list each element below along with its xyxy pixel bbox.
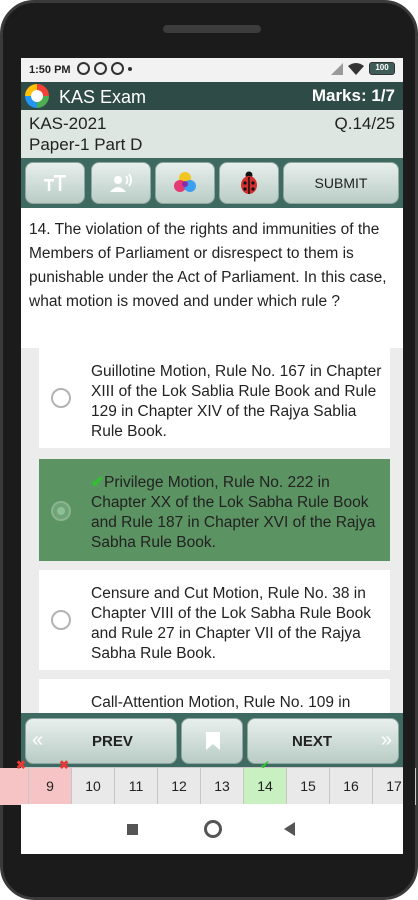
question-cell-label: 9 [46,778,54,794]
ladybug-icon [237,170,261,196]
question-cell-label: 15 [300,778,316,794]
double-chevron-right-icon: » [380,729,392,751]
bookmark-button[interactable] [181,718,243,764]
question-cell-11[interactable] [115,768,158,805]
question-cell-14[interactable] [244,758,287,805]
checkmark-icon: ✔ [91,474,104,491]
app-bar [21,82,403,110]
speaker-voice-icon [109,173,133,193]
question-cell-label: 14 [257,778,273,794]
question-cell-label: 16 [343,778,359,794]
submit-button[interactable] [283,162,399,204]
app-title: KAS Exam [59,87,147,107]
status-bar [21,58,403,82]
notification-icon [94,62,107,75]
next-label: NEXT [292,733,333,750]
double-chevron-left-icon: « [32,729,44,751]
bookmark-icon [206,732,220,750]
prev-button[interactable] [25,718,177,764]
question-cell-13[interactable] [201,768,244,805]
signal-icon [331,63,343,75]
more-notifications-icon [128,67,132,71]
option-radio[interactable] [51,501,71,521]
read-aloud-button[interactable] [91,162,151,204]
notification-icon [111,62,124,75]
paper-name: Paper-1 Part D [29,135,143,154]
recents-icon[interactable] [127,824,138,835]
text-size-button[interactable] [25,162,85,204]
current-mark-icon: ✔ [260,758,271,772]
question-cell-8[interactable] [0,758,29,805]
question-cell-15[interactable] [287,768,330,805]
exam-info-bar [21,110,403,158]
question-cell-label: 17 [386,778,402,794]
question-cell-10[interactable] [72,768,115,805]
question-cell-label: 13 [214,778,230,794]
option-text: Censure and Cut Motion, Rule No. 38 in Chapter VIII of the Lok Sabha Rule Book and Rule 27 in Chapter VII of the Rajya Sabha Rule Book. [91,585,372,662]
wrong-mark-icon: ✖ [15,758,26,772]
option-text: Privilege Motion, Rule No. 222 in Chapter XX of the Lok Sabha Rule Book and Rule 187 in Chapter XVI of the Rajya Sabha Rule Book. [91,474,376,551]
question-cell-label: 11 [128,778,144,794]
option-1[interactable] [39,348,390,448]
option-text: Guillotine Motion, Rule No. 167 in Chapter XIII of the Lok Sablia Rule Book and Rule 129 in Chapter XIV of the Rajya Sablia Rule Book. [91,363,382,440]
color-wheel-icon [172,170,198,196]
screen [15,58,403,854]
home-icon[interactable] [204,820,222,838]
toolbar [21,158,403,208]
question-cell-9[interactable] [29,758,72,805]
text-size-icon [43,173,67,193]
back-icon[interactable] [284,822,295,836]
phone-speaker [163,25,261,33]
question-cell-12[interactable] [158,768,201,805]
option-text-wrap [91,473,385,553]
option-text: Call-Attention Motion, Rule No. 109 in [91,694,351,711]
battery-icon: 100 [369,62,395,75]
option-radio[interactable] [51,388,71,408]
report-bug-button[interactable] [219,162,279,204]
option-3[interactable] [39,570,390,670]
option-2-correct[interactable] [39,459,390,561]
question-counter: Q.14/25 [334,114,395,133]
status-time: 1:50 PM [29,64,71,76]
app-logo-icon [25,84,49,108]
notification-icons [77,62,132,75]
question-strip [15,758,403,804]
notification-icon [77,62,90,75]
navigation-bar [21,713,403,767]
option-radio[interactable] [51,610,71,630]
question-cell-label: 10 [85,778,101,794]
marks-score: Marks: 1/7 [311,86,395,105]
exam-name: KAS-2021 [29,114,107,133]
submit-label: SUBMIT [314,175,368,191]
system-navigation-bar [21,804,403,854]
options-list [21,348,403,723]
prev-label: PREV [92,733,133,750]
theme-color-button[interactable] [155,162,215,204]
wifi-icon [348,63,364,75]
wrong-mark-icon: ✖ [58,758,69,772]
question-cell-16[interactable] [330,768,373,805]
question-cell-17[interactable] [373,768,416,805]
question-text: 14. The violation of the rights and immunities of the Members of Parliament or disrespect to them is punishable under the Act of Parliament. In this case, what motion is moved and under which rule ? [29,221,387,310]
question-cell-label: 12 [171,778,187,794]
